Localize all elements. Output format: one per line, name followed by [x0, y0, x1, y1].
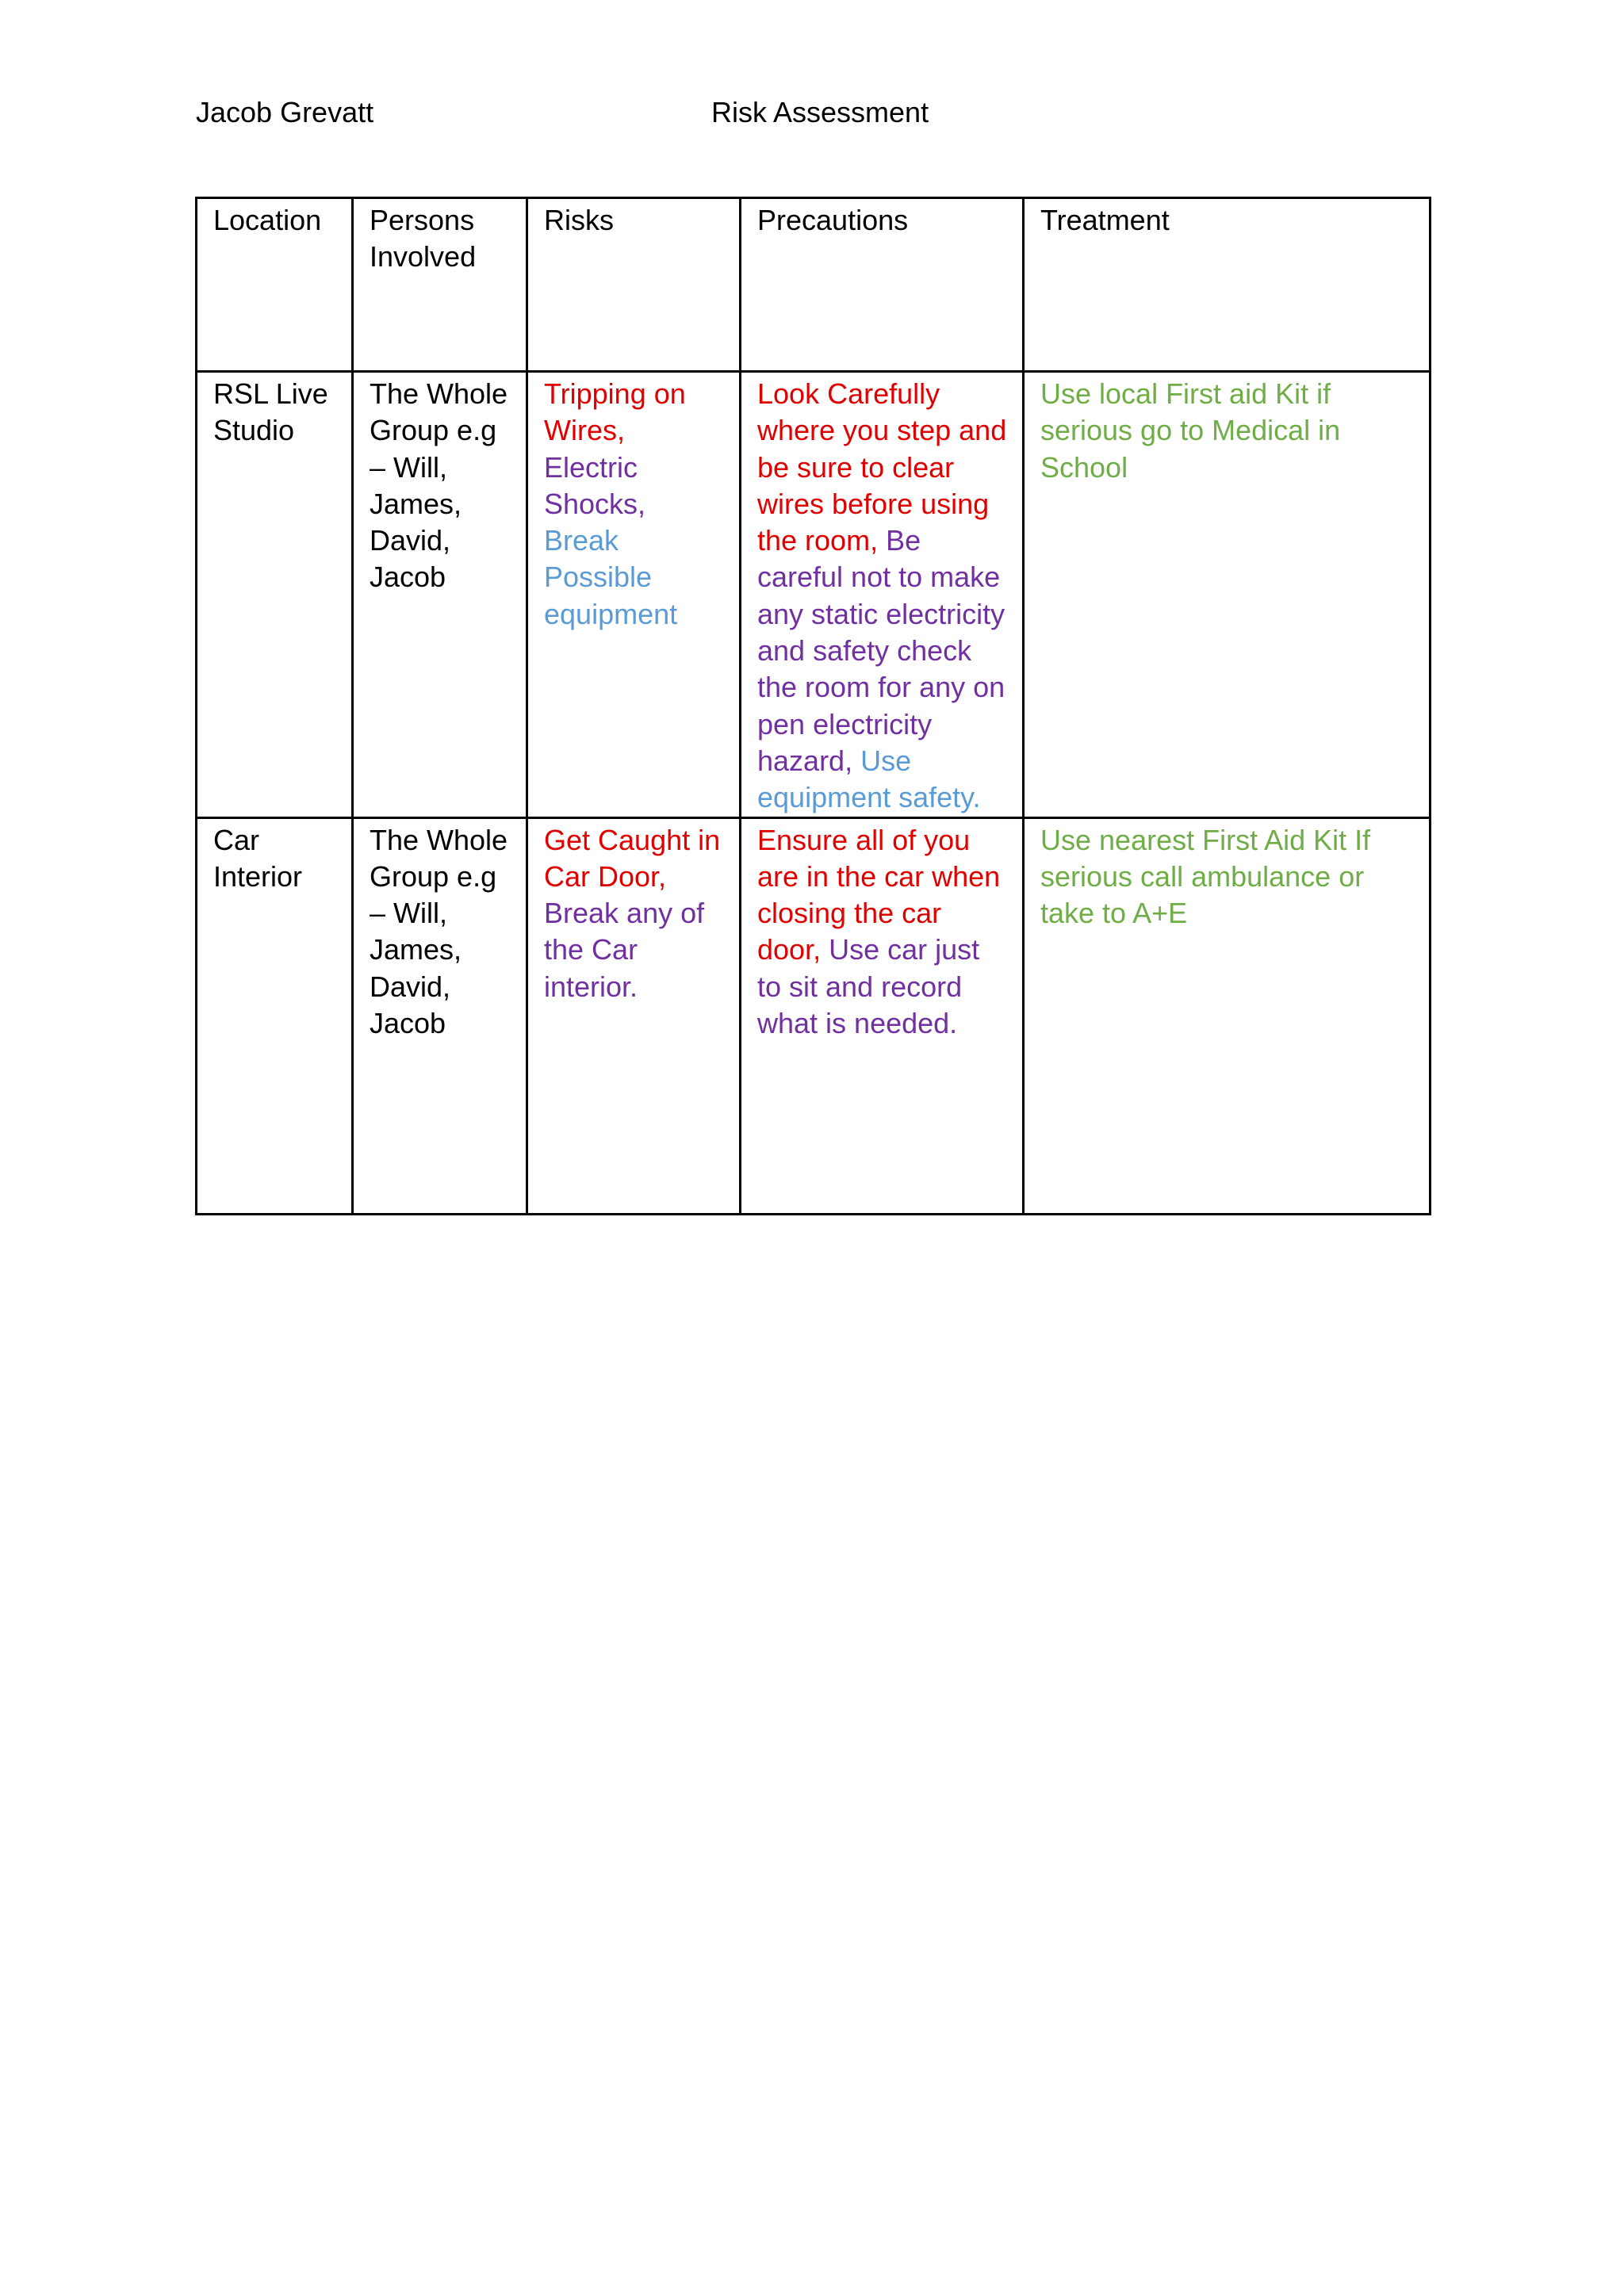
risks-cell: [527, 817, 741, 1214]
column-header-precautions: Precautions: [741, 198, 1024, 372]
risk-item: Electric Shocks,: [544, 450, 646, 520]
persons-cell: The Whole Group e.g – Will, James, David, Jacob: [353, 372, 527, 818]
table-header-row: [197, 198, 1431, 372]
persons-cell: The Whole Group e.g – Will, James, David, Jacob: [353, 817, 527, 1214]
risks-cell: [527, 372, 741, 818]
precaution-item: Ensure all of you are in the car when closing the car door,: [757, 823, 1001, 966]
risk-item: Break any of the Car interior.: [544, 897, 705, 1003]
precaution-item: Look Carefully where you step and be sure to clear wires before using the room,: [757, 377, 1007, 557]
column-header-treatment: Treatment: [1024, 198, 1431, 372]
risk-item: Break Possible equipment: [544, 524, 678, 630]
risk-item: Tripping on Wires,: [544, 377, 686, 447]
table-row: [197, 372, 1431, 818]
location-cell: Car Interior: [197, 817, 353, 1214]
precaution-item: Be careful not to make any static electricity and safety check the room for any on pen electricity hazard,: [757, 524, 1005, 777]
document-title: Risk Assessment: [711, 96, 929, 128]
precaution-item: Use equipment safety.: [757, 744, 981, 814]
table-row: [197, 817, 1431, 1214]
column-header-persons-involved: Persons Involved: [353, 198, 527, 372]
author-name: Jacob Grevatt: [196, 96, 374, 128]
column-header-location: Location: [197, 198, 353, 372]
risk-assessment-table: [195, 197, 1431, 1215]
treatment-cell: [1024, 817, 1431, 1214]
column-header-risks: Risks: [527, 198, 741, 372]
precaution-item: Use car just to sit and record what is needed.: [757, 933, 980, 1040]
precautions-cell: [741, 817, 1024, 1214]
location-cell: RSL Live Studio: [197, 372, 353, 818]
precautions-cell: [741, 372, 1024, 818]
risk-item: Get Caught in Car Door,: [544, 823, 721, 893]
treatment-cell: [1024, 372, 1431, 818]
treatment-item: Use local First aid Kit if serious go to Medical in School: [1040, 377, 1341, 484]
treatment-item: Use nearest First Aid Kit If serious call ambulance or take to A+E: [1040, 823, 1371, 930]
